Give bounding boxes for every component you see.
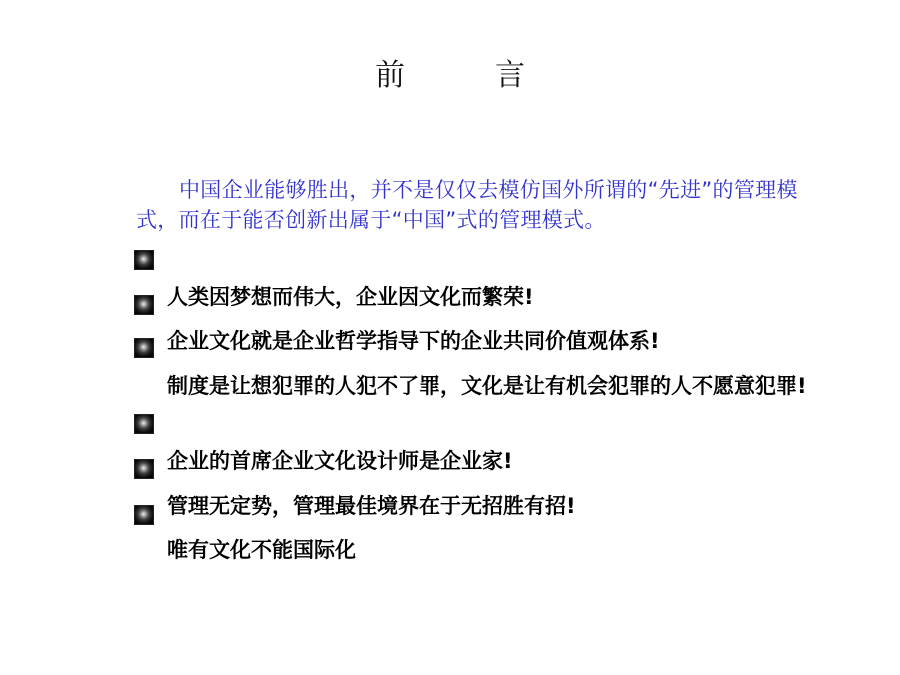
- page-title: 前 言: [375, 58, 555, 93]
- bullet-text-1: 人类因梦想而伟大，企业因文化而繁荣!: [167, 285, 534, 309]
- sphere-bullet-icon: [134, 459, 154, 479]
- intro-paragraph: 中国企业能够胜出，并不是仅仅去模仿国外所谓的“先进”的管理模式，而在于能否创新出属于“中国”式的管理模式。: [136, 178, 798, 232]
- sphere-bullet-icon: [134, 295, 154, 315]
- sphere-bullet-icon: [134, 505, 154, 525]
- bullet-text-3: 制度是让想犯罪的人犯不了罪，文化是让有机会犯罪的人不愿意犯罪!: [167, 374, 807, 398]
- bullet-text-6: 唯有文化不能国际化: [167, 538, 356, 562]
- bullet-text-5: 管理无定势，管理最佳境界在于无招胜有招!: [167, 494, 576, 518]
- bullet-text-2: 企业文化就是企业哲学指导下的企业共同价值观体系!: [167, 329, 660, 353]
- sphere-bullet-icon: [134, 414, 154, 434]
- bullet-text-4: 企业的首席企业文化设计师是企业家!: [167, 449, 513, 473]
- sphere-bullet-icon: [134, 338, 154, 358]
- sphere-bullet-icon: [134, 250, 154, 270]
